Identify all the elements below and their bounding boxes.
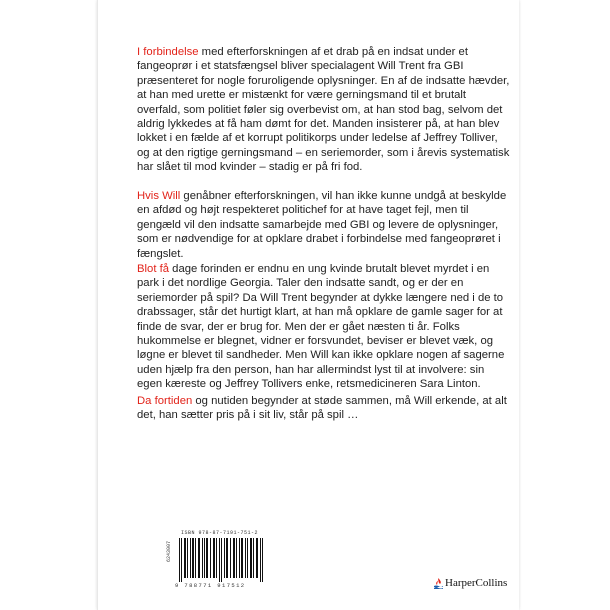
paragraph-lead-4: Da fortiden [137, 395, 193, 407]
page-edge [97, 0, 98, 610]
publisher-name: HarperCollins [445, 577, 508, 589]
publisher-logo [434, 577, 507, 589]
blurb-paragraph-4 [137, 394, 511, 423]
paragraph-text-4: og nutiden begynder at støde sammen, må Will erkende, at alt det, han sætter pris på i sit liv, står på spil … [137, 395, 507, 422]
paragraph-text-3: dage forinden er endnu en ung kvinde brutalt blevet myrdet i en park i det nordlige Georgia. Taler den indsatte sandt, og er der en seriemorder på spil? Da Will Trent begynder at dykke længere ned i de to drabssager, står det hurtigt klart, at han må opklare de gamle sager for at finde de svar, der er brug for. Men der er gået næsten ti år. Folks hukommelse er blegnet, vidner er forsvundet, beviser er blevet væk, og løgne er blevet til sandheder. Men Will kan ikke opklare nogen af sagerne uden hjælp fra den person, han har allermindst lyst til at involvere: sin egen kæreste og Jeffrey Tollivers enke, retsmedicineren Sara Linton. [137, 263, 505, 391]
fire-and-water-logo-icon [434, 578, 443, 589]
blurb-paragraph-3 [137, 262, 511, 392]
barcode-digits: 9 788771 917512 [175, 582, 246, 589]
paragraph-lead-3: Blot få [137, 263, 170, 275]
paragraph-lead-1: I forbindelse [137, 46, 199, 58]
barcode [175, 530, 267, 588]
paragraph-text-1: med efterforskningen af et drab på en indsat under et fangeoprør i et statsfængsel bliver specialagent Will Trent fra GBI præsenteret for nogle foruroligende oplysninger. En af de indsatte hævder, at han med urette er mistænkt for være gerningsmand til et brutalt overfald, som politiet føler sig overbevist om, at han stod bag, selvom det aldrig lykkedes at få ham dømt for det. Manden insisterer på, at han blev lokket i en fælde af et korrupt politikorps under ledelse af Jeffrey Tolliver, og at den rigtige gerningsmand – en seriemorder, som i årevis systematisk har slået til mod kvinder – stadig er på fri fod. [137, 46, 510, 174]
blurb-paragraph-1 [137, 45, 511, 175]
paragraph-text-2: genåbner efterforskningen, vil han ikke kunne undgå at beskylde en afdød og højt respekteret politichef for at have taget fejl, men til gengæld vil den indsatte samarbejde med GBI og levere de oplysninger, som er nødvendige for at opklare drabet i forbindelse med fangeoprøret i fængslet. [137, 190, 507, 260]
side-code [166, 540, 174, 592]
isbn-label: ISBN 978-87-7191-751-2 [181, 530, 259, 536]
barcode-bars [175, 538, 267, 582]
blurb-paragraph-2 [137, 189, 511, 261]
side-code-text: 6243007 [166, 540, 172, 562]
paragraph-lead-2: Hvis Will [137, 190, 181, 202]
